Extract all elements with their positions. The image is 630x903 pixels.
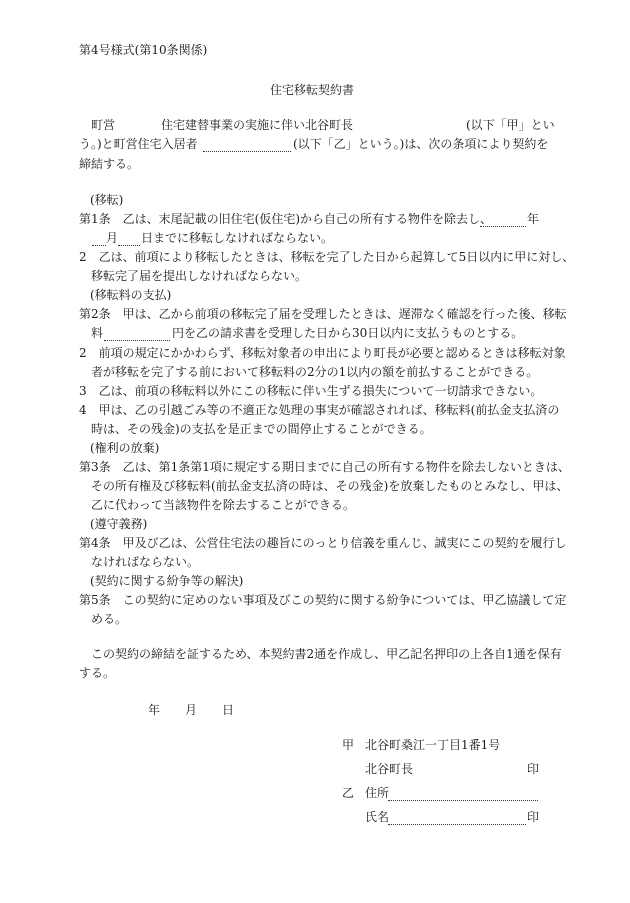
party-otsu-mark: 乙 [342,786,355,800]
article2-heading: (移転料の支払) [90,288,172,302]
party-kou-name: 北谷町長 [365,762,414,776]
article3-heading: (権利の放棄) [90,441,160,455]
article2-line2a: 料 [91,326,104,340]
date-year: 年 [148,703,161,717]
article4-line2: なければならない。 [91,555,200,569]
article1-line2: 日までに移転しなければならない。 [141,231,334,245]
article1-heading: (移転) [90,193,124,207]
party-kou-address: 北谷町桑江一丁目1番1号 [365,738,501,752]
year-blank [480,214,526,227]
otsu-name-blank [388,812,526,825]
party-otsu-seal: 印 [527,810,540,824]
article2-line1: 第2条 甲は、乙から前項の移転完了届を受理したときは、遅滞なく確認を行った後、移転 [79,307,567,321]
article3-line2: その所有権及び移転料(前払金支払済の時は、その残金)を放棄したものとみなし、甲は、 [91,479,569,493]
date-month: 月 [185,703,198,717]
article3-line1: 第3条 乙は、第1条第1項に規定する期日までに自己の所有する物件を除去しないときは、 [79,460,570,474]
closing-line2: する。 [79,666,116,680]
document-title: 住宅移転契約書 [270,83,355,97]
preamble-line2b: (以下「乙」という。)は、次の条項により契約を [293,137,549,151]
tenant-name-blank [203,139,291,152]
article2-para4b: 時は、その残金)の支払を是正までの間停止することができる。 [91,422,432,436]
article1-year: 年 [527,212,540,226]
form-number: 第4号様式(第10条関係) [79,43,208,57]
date-day: 日 [222,703,235,717]
article2-para4a: 4 甲は、乙の引越ごみ等の不適正な処理の事実が確認されれば、移転料(前払金支払済の [79,403,560,417]
article1-para2b: 移転完了届を提出しなければならない。 [91,269,308,283]
article5-line2: める。 [91,612,128,626]
preamble-line3: 締結する。 [79,157,140,171]
fee-amount-blank [104,328,170,341]
otsu-address-blank [388,788,538,801]
party-otsu-name-label: 氏名 [365,810,390,824]
party-otsu-address-label: 住所 [365,786,390,800]
preamble-line2a: う。)と町営住宅入居者 [79,137,198,151]
preamble-line1: 住宅建替事業の実施に伴い北谷町長 [161,118,354,132]
month-pre-blank [92,233,106,246]
article2-para2a: 2 前項の規定にかかわらず、移転対象者の申出により町長が必要と認めるときは移転対象 [79,346,566,360]
party-kou-seal: 印 [527,762,540,776]
preamble-town: 町営 [91,118,116,132]
closing-line1: この契約の締結を証するため、本契約書2通を作成し、甲乙記名押印の上各自1通を保有 [91,647,562,661]
article1-para2a: 2 乙は、前項により移転したときは、移転を完了した日から起算して5日以内に甲に対し、 [79,250,575,264]
article2-para2b: 者が移転を完了する前において移転料の2分の1以内の額を前払することができる。 [91,365,539,379]
day-blank [118,233,140,246]
party-kou-mark: 甲 [342,738,355,752]
article3-line3: 乙に代わって当該物件を除去することができる。 [91,498,355,512]
article1-line1: 第1条 乙は、末尾記載の旧住宅(仮住宅)から自己の所有する物件を除去し、 [79,212,493,226]
article1-month: 月 [106,231,119,245]
article2-para3: 3 乙は、前項の移転料以外にこの移転に伴い生ずる損失について一切請求できない。 [79,384,543,398]
article2-line2b: 円を乙の請求書を受理した日から30日以内に支払うものとする。 [172,326,524,340]
article4-heading: (遵守義務) [90,517,148,531]
article4-line1: 第4条 甲及び乙は、公営住宅法の趣旨にのっとり信義を重んじ、誠実にこの契約を履行し [79,536,567,550]
article5-heading: (契約に関する紛争等の解決) [90,574,244,588]
preamble-kou: (以下「甲」とい [466,118,555,132]
article5-line1: 第5条 この契約に定めのない事項及びこの契約に関する紛争については、甲乙協議して定 [79,593,567,607]
